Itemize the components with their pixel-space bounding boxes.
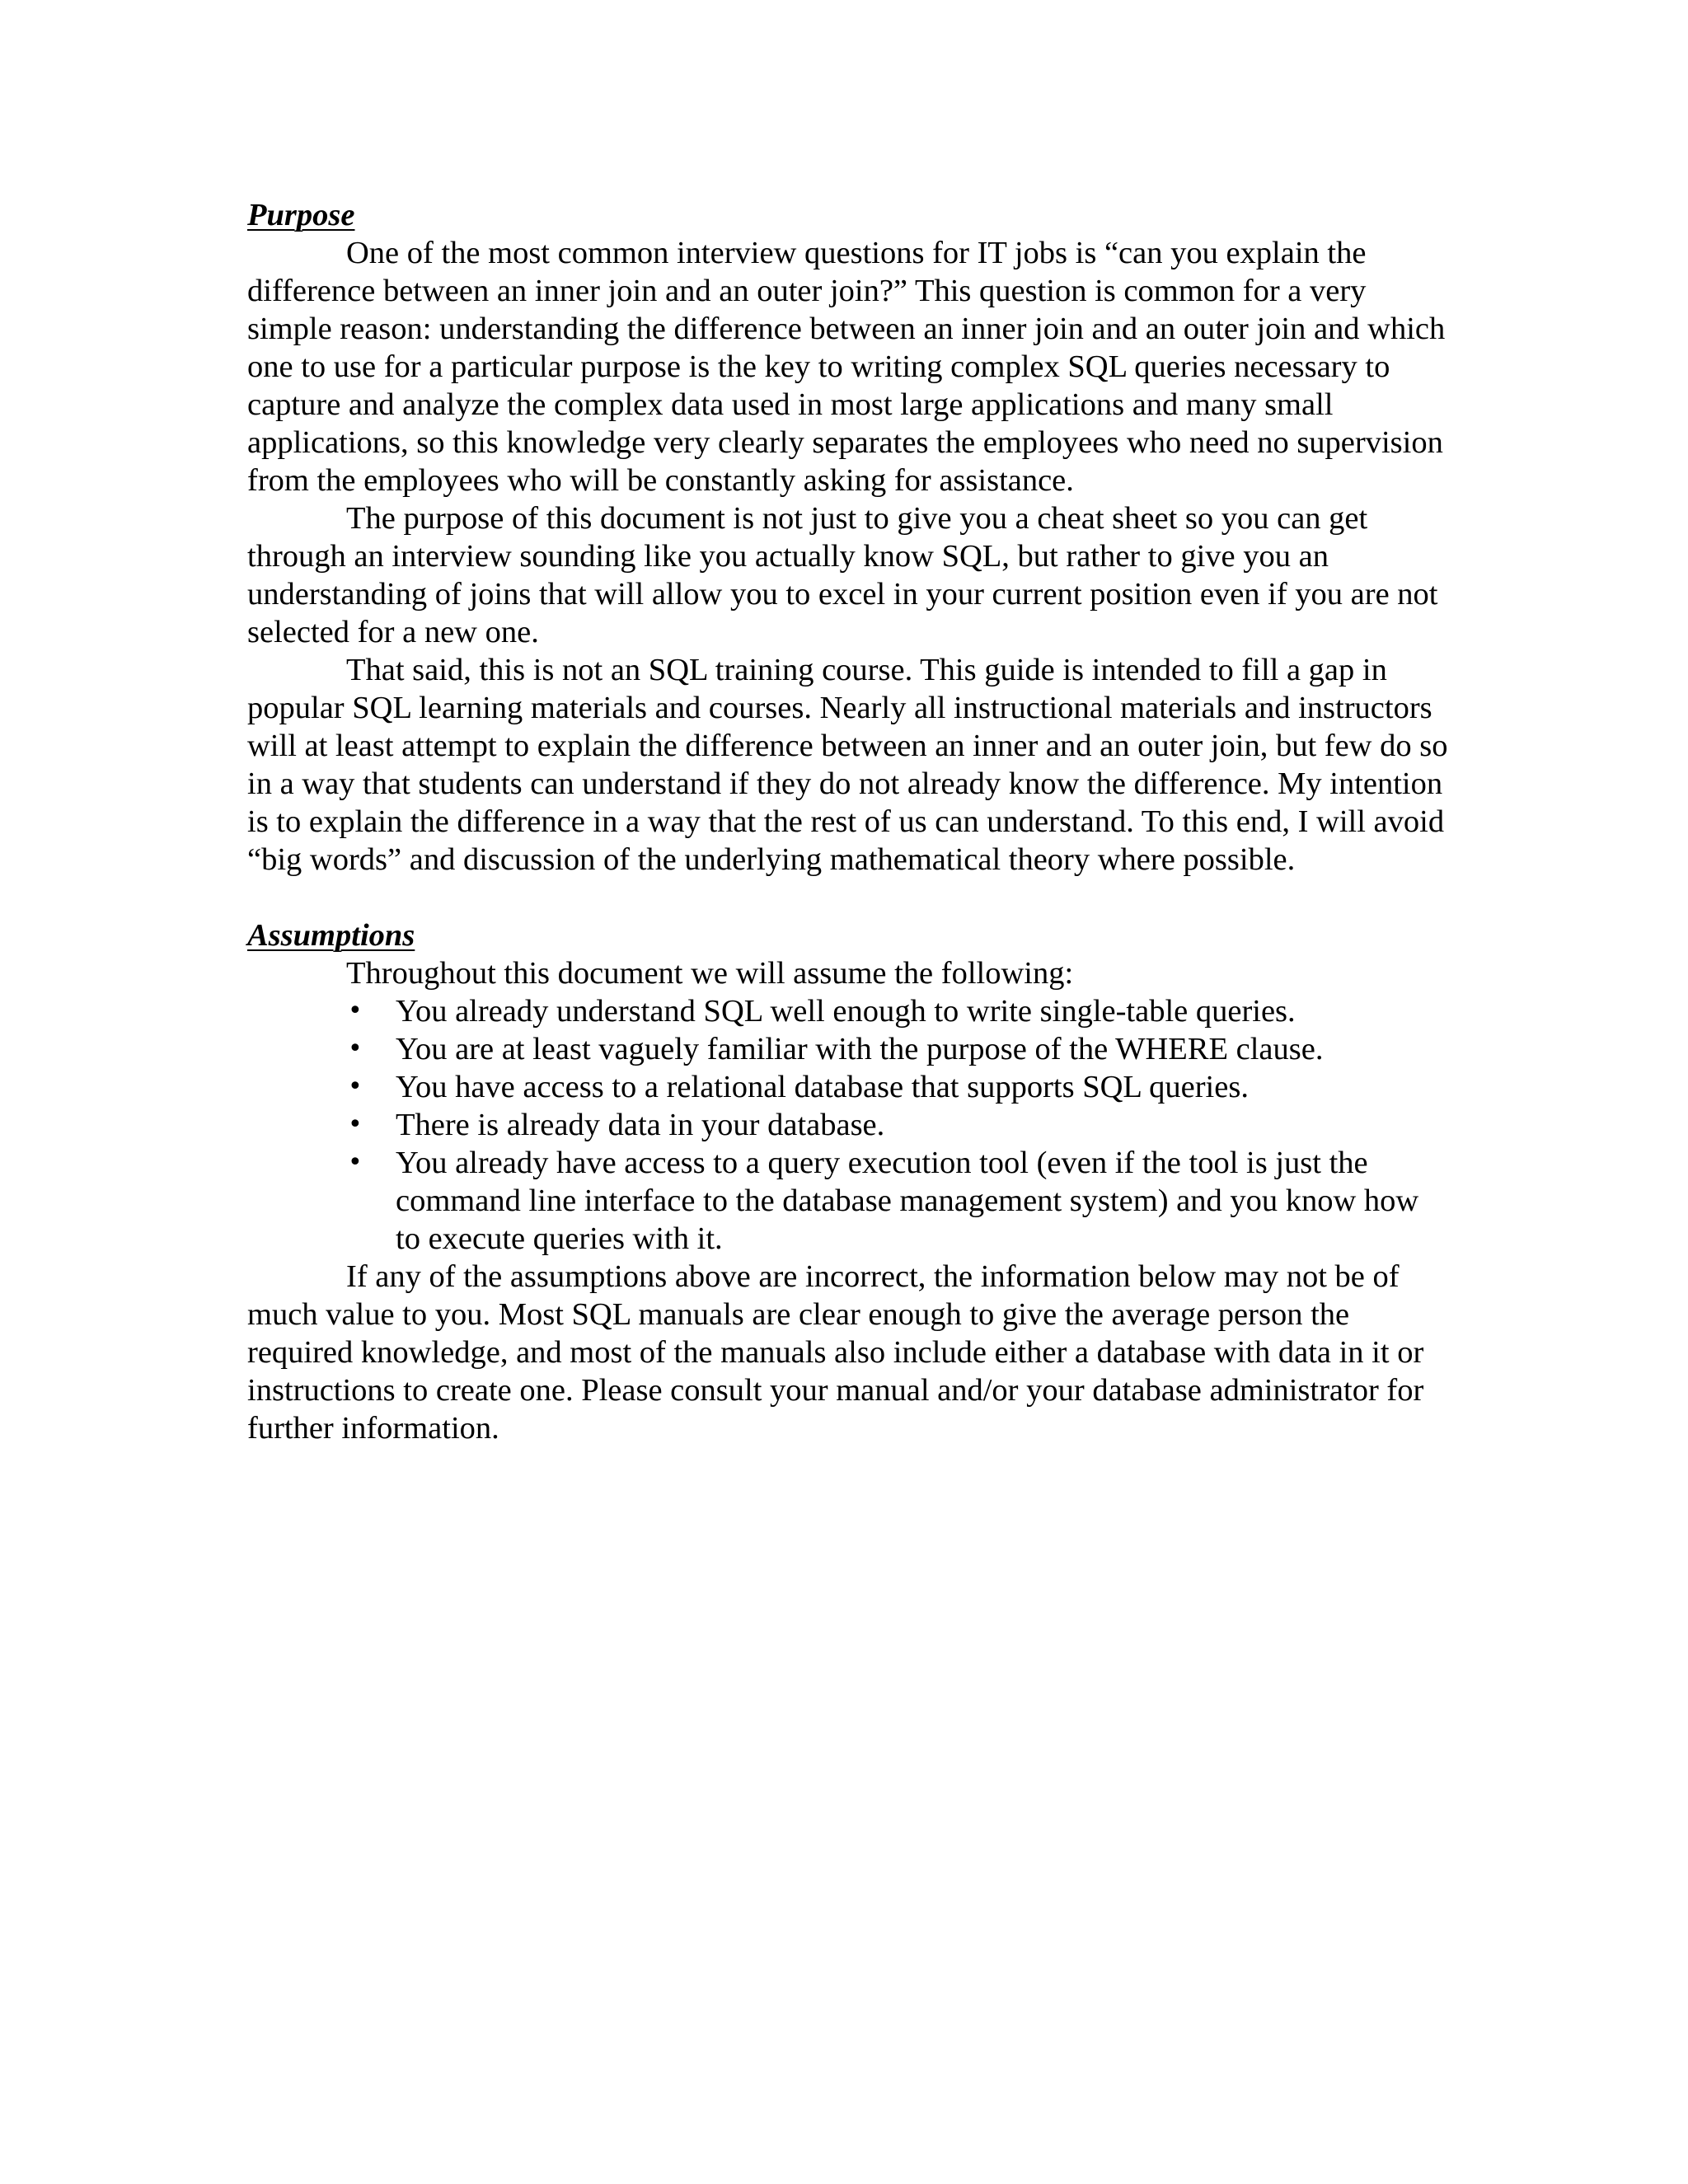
- purpose-paragraph-1: One of the most common interview questions for IT jobs is “can you explain the difference between an inner join and an outer join?” This question is common for a very simple reason: understanding the difference between an inner join and an outer join and which one to use for a particular purpose is the key to writing complex SQL queries necessary to capture and analyze the complex data used in most large applications and many small applications, so this knowledge very clearly separates the employees who need no supervision from the employees who will be constantly asking for assistance.: [247, 236, 1446, 498]
- document-page: [247, 196, 1451, 1447]
- list-item: [247, 1106, 1451, 1144]
- bullet-icon: •: [348, 1148, 363, 1177]
- list-item: [247, 1030, 1451, 1068]
- purpose-heading: Purpose: [247, 198, 355, 232]
- assumptions-intro: Throughout this document we will assume the following:: [346, 956, 1074, 991]
- list-item: [247, 1144, 1451, 1258]
- list-item-text: You already have access to a query execution tool (even if the tool is just the command line interface to the database management system) and you know how to execute queries with it.: [396, 1146, 1419, 1256]
- list-item-text: There is already data in your database.: [396, 1108, 885, 1142]
- list-item-text: You have access to a relational database that supports SQL queries.: [396, 1070, 1249, 1104]
- purpose-paragraph-3: That said, this is not an SQL training course. This guide is intended to fill a gap in popular SQL learning materials and courses. Nearly all instructional materials and instructors will at least attempt to explain the difference between an inner and an outer join, but few do so in a way that students can understand if they do not already know the difference. My intention is to explain the difference in a way that the rest of us can understand. To this end, I will avoid “big words” and discussion of the underlying mathematical theory where possible.: [247, 653, 1448, 877]
- assumptions-closing-paragraph: If any of the assumptions above are incorrect, the information below may not be of much value to you. Most SQL manuals are clear enough to give the average person the required knowledge, and most of the manuals also include either a database with data in it or instructions to create one. Please consult your manual and/or your database administrator for further information.: [247, 1259, 1424, 1446]
- assumptions-heading: Assumptions: [247, 918, 415, 953]
- bullet-icon: •: [348, 1110, 363, 1139]
- purpose-paragraph-2: The purpose of this document is not just to give you a cheat sheet so you can get through an interview sounding like you actually know SQL, but rather to give you an understanding of joins that will allow you to excel in your current position even if you are not selected for a new one.: [247, 501, 1438, 649]
- list-item-text: You are at least vaguely familiar with the purpose of the WHERE clause.: [396, 1032, 1324, 1066]
- list-item: [247, 992, 1451, 1030]
- bullet-icon: •: [348, 996, 363, 1025]
- bullet-icon: •: [348, 1072, 363, 1101]
- list-item-text: You already understand SQL well enough to write single-table queries.: [396, 994, 1296, 1029]
- section-spacer: [247, 879, 1451, 916]
- list-item: [247, 1068, 1451, 1106]
- assumptions-list: [247, 992, 1451, 1258]
- bullet-icon: •: [348, 1034, 363, 1063]
